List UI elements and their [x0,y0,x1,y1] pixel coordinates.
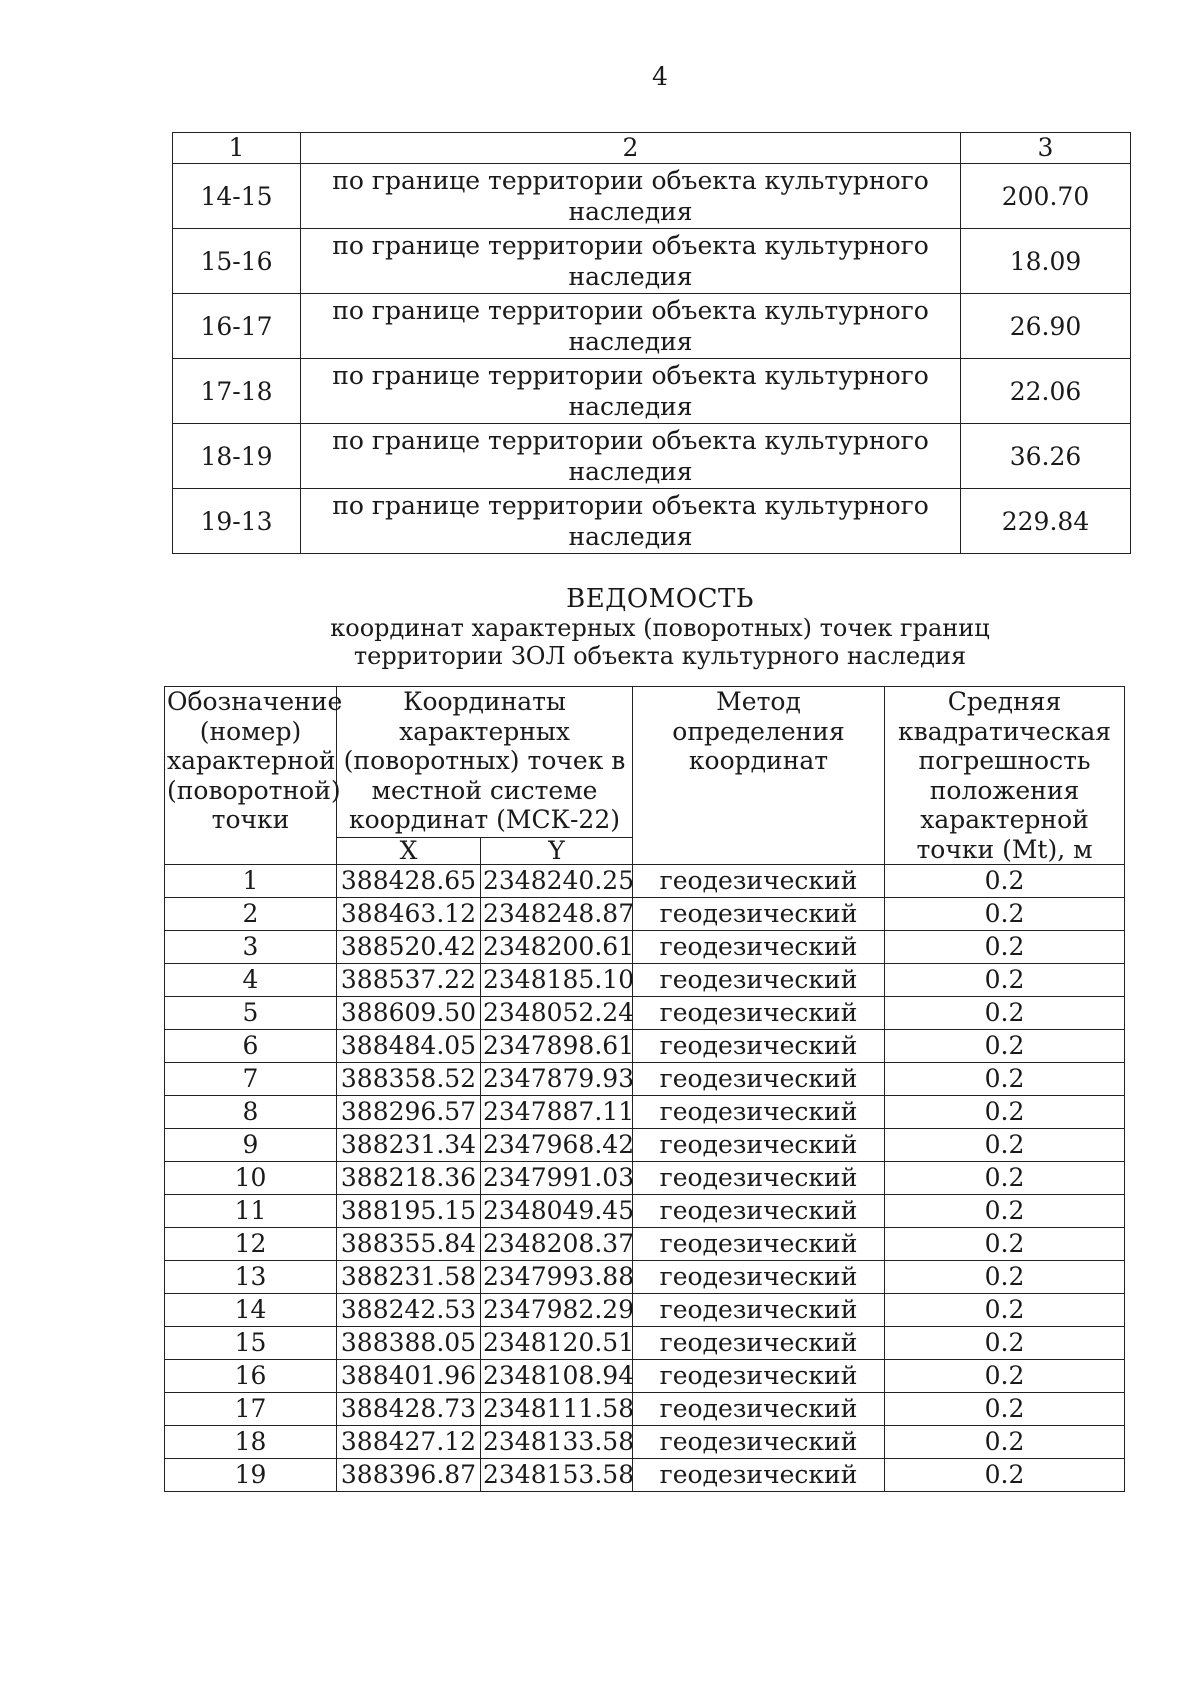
coordinates-header-row [165,687,1125,838]
method-cell: геодезический [633,1129,885,1162]
table-row [165,865,1125,898]
coord-y-cell: 2348153.58 [481,1459,633,1492]
point-number-cell: 9 [165,1129,337,1162]
coord-x-cell: 388427.12 [337,1426,481,1459]
coord-y-cell: 2348111.58 [481,1393,633,1426]
method-cell: геодезический [633,1261,885,1294]
method-cell: геодезический [633,1096,885,1129]
segment-length-cell: 229.84 [961,489,1131,554]
point-number-cell: 8 [165,1096,337,1129]
segment-part-cell: 14-15 [173,164,301,229]
header-method: Метод определения координат [633,687,885,865]
table-row [165,997,1125,1030]
segment-part-cell: 19-13 [173,489,301,554]
error-cell: 0.2 [885,1360,1125,1393]
table-row [165,1129,1125,1162]
coord-y-cell: 2348185.10 [481,964,633,997]
method-cell: геодезический [633,898,885,931]
coord-x-cell: 388428.73 [337,1393,481,1426]
coord-x-cell: 388609.50 [337,997,481,1030]
error-cell: 0.2 [885,1228,1125,1261]
statement-subtitle-line2: территории ЗОЛ объекта культурного наследия [353,642,967,670]
coord-y-cell: 2348200.61 [481,931,633,964]
point-number-cell: 7 [165,1063,337,1096]
header-x: X [337,838,481,865]
error-cell: 0.2 [885,1129,1125,1162]
point-number-cell: 15 [165,1327,337,1360]
method-cell: геодезический [633,1030,885,1063]
method-cell: геодезический [633,1327,885,1360]
point-number-cell: 2 [165,898,337,931]
point-number-cell: 5 [165,997,337,1030]
coord-x-cell: 388195.15 [337,1195,481,1228]
error-cell: 0.2 [885,1162,1125,1195]
point-number-cell: 1 [165,865,337,898]
method-cell: геодезический [633,1426,885,1459]
method-cell: геодезический [633,1360,885,1393]
table-row [165,964,1125,997]
coord-y-cell: 2348120.51 [481,1327,633,1360]
point-number-cell: 16 [165,1360,337,1393]
segment-length-cell: 18.09 [961,229,1131,294]
segment-part-cell: 17-18 [173,359,301,424]
method-cell: геодезический [633,1228,885,1261]
coord-y-cell: 2348240.25 [481,865,633,898]
coordinates-table [164,686,1125,1492]
segments-header-row [173,133,1131,164]
method-cell: геодезический [633,865,885,898]
coord-x-cell: 388401.96 [337,1360,481,1393]
point-number-cell: 4 [165,964,337,997]
coord-y-cell: 2347887.11 [481,1096,633,1129]
error-cell: 0.2 [885,1426,1125,1459]
coord-x-cell: 388231.34 [337,1129,481,1162]
point-number-cell: 17 [165,1393,337,1426]
error-cell: 0.2 [885,1393,1125,1426]
coord-x-cell: 388358.52 [337,1063,481,1096]
table-row [165,931,1125,964]
coord-x-cell: 388484.05 [337,1030,481,1063]
page-number: 4 [652,62,668,91]
segments-header-1: 1 [173,133,301,164]
coord-x-cell: 388463.12 [337,898,481,931]
point-number-cell: 13 [165,1261,337,1294]
error-cell: 0.2 [885,898,1125,931]
segment-description-cell: по границе территории объекта культурного наследия [301,359,961,424]
segments-header-3: 3 [961,133,1131,164]
statement-title-block [300,584,1020,670]
table-row [165,1294,1125,1327]
table-row [165,1096,1125,1129]
coord-y-cell: 2347993.88 [481,1261,633,1294]
point-number-cell: 12 [165,1228,337,1261]
error-cell: 0.2 [885,1327,1125,1360]
coordinates-table-body [165,865,1125,1492]
statement-title: ВЕДОМОСТЬ [566,584,754,614]
error-cell: 0.2 [885,997,1125,1030]
error-cell: 0.2 [885,1096,1125,1129]
error-cell: 0.2 [885,1195,1125,1228]
coord-y-cell: 2348248.87 [481,898,633,931]
segment-length-cell: 22.06 [961,359,1131,424]
table-row [165,898,1125,931]
coord-x-cell: 388242.53 [337,1294,481,1327]
error-cell: 0.2 [885,1261,1125,1294]
segments-header-2: 2 [301,133,961,164]
coord-y-cell: 2348052.24 [481,997,633,1030]
table-row [165,1393,1125,1426]
coord-y-cell: 2347879.93 [481,1063,633,1096]
coord-x-cell: 388520.42 [337,931,481,964]
coord-x-cell: 388537.22 [337,964,481,997]
point-number-cell: 14 [165,1294,337,1327]
method-cell: геодезический [633,1459,885,1492]
statement-subtitle-line1: координат характерных (поворотных) точек границ [330,614,990,642]
table-row [173,424,1131,489]
error-cell: 0.2 [885,1294,1125,1327]
coord-x-cell: 388428.65 [337,865,481,898]
error-cell: 0.2 [885,964,1125,997]
coord-x-cell: 388231.58 [337,1261,481,1294]
method-cell: геодезический [633,1195,885,1228]
header-point-id: Обозначение (номер) характерной (поворотной) точки [165,687,337,865]
header-error: Средняя квадратическая погрешность положения характерной точки (Mt), м [885,687,1125,865]
error-cell: 0.2 [885,1459,1125,1492]
segment-description-cell: по границе территории объекта культурного наследия [301,489,961,554]
coordinates-table-head [165,687,1125,865]
table-row [173,489,1131,554]
table-row [165,1360,1125,1393]
coord-y-cell: 2347982.29 [481,1294,633,1327]
header-coordinates: Координаты характерных (поворотных) точек в местной системе координат (МСК-22) [337,687,633,838]
table-row [165,1030,1125,1063]
segment-part-cell: 16-17 [173,294,301,359]
segments-table [172,132,1131,554]
method-cell: геодезический [633,997,885,1030]
table-row [173,229,1131,294]
table-row [165,1426,1125,1459]
table-row [165,1228,1125,1261]
coord-y-cell: 2348108.94 [481,1360,633,1393]
table-row [165,1063,1125,1096]
method-cell: геодезический [633,931,885,964]
table-row [173,359,1131,424]
point-number-cell: 3 [165,931,337,964]
error-cell: 0.2 [885,865,1125,898]
method-cell: геодезический [633,1063,885,1096]
point-number-cell: 6 [165,1030,337,1063]
coord-x-cell: 388218.36 [337,1162,481,1195]
method-cell: геодезический [633,964,885,997]
segment-description-cell: по границе территории объекта культурного наследия [301,164,961,229]
segment-length-cell: 200.70 [961,164,1131,229]
point-number-cell: 18 [165,1426,337,1459]
coord-y-cell: 2348049.45 [481,1195,633,1228]
coord-y-cell: 2348208.37 [481,1228,633,1261]
point-number-cell: 19 [165,1459,337,1492]
segment-length-cell: 26.90 [961,294,1131,359]
error-cell: 0.2 [885,1063,1125,1096]
table-row [165,1261,1125,1294]
table-row [165,1327,1125,1360]
segments-table-body [173,133,1131,554]
error-cell: 0.2 [885,1030,1125,1063]
table-row [173,164,1131,229]
coord-x-cell: 388396.87 [337,1459,481,1492]
table-row [165,1459,1125,1492]
segment-part-cell: 18-19 [173,424,301,489]
coord-x-cell: 388388.05 [337,1327,481,1360]
table-row [165,1162,1125,1195]
method-cell: геодезический [633,1162,885,1195]
header-y: Y [481,838,633,865]
coord-x-cell: 388355.84 [337,1228,481,1261]
segment-length-cell: 36.26 [961,424,1131,489]
coord-y-cell: 2347968.42 [481,1129,633,1162]
segment-description-cell: по границе территории объекта культурного наследия [301,424,961,489]
coord-y-cell: 2348133.58 [481,1426,633,1459]
table-row [165,1195,1125,1228]
point-number-cell: 11 [165,1195,337,1228]
segment-description-cell: по границе территории объекта культурного наследия [301,229,961,294]
method-cell: геодезический [633,1294,885,1327]
segment-description-cell: по границе территории объекта культурного наследия [301,294,961,359]
coord-x-cell: 388296.57 [337,1096,481,1129]
table-row [173,294,1131,359]
coord-y-cell: 2347898.61 [481,1030,633,1063]
method-cell: геодезический [633,1393,885,1426]
coord-y-cell: 2347991.03 [481,1162,633,1195]
segment-part-cell: 15-16 [173,229,301,294]
point-number-cell: 10 [165,1162,337,1195]
error-cell: 0.2 [885,931,1125,964]
